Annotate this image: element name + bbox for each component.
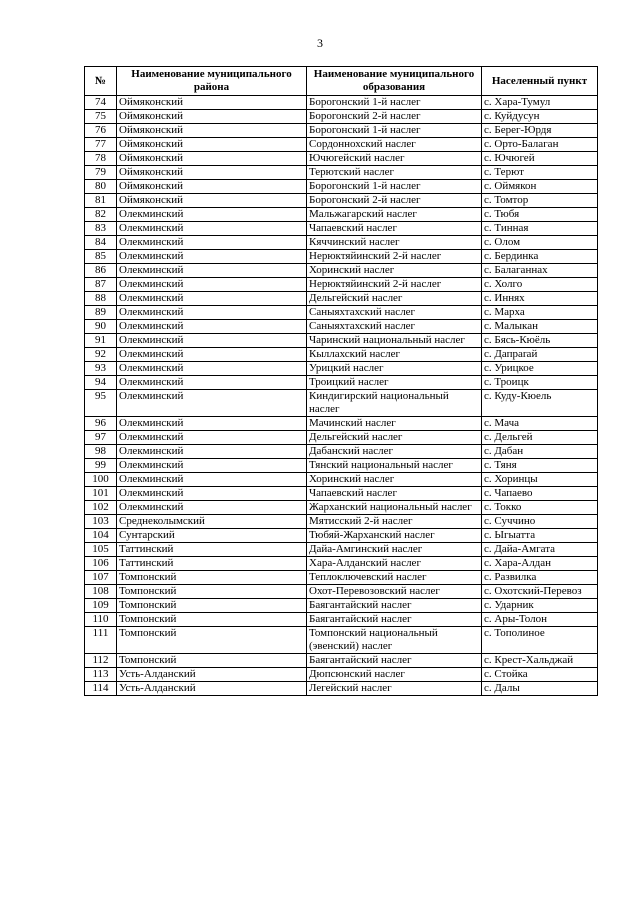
table-row (85, 473, 598, 487)
cell-formation: Нерюктяйинский 2-й наслег (307, 278, 482, 292)
cell-district: Томпонский (117, 654, 307, 668)
cell-formation: Кыллахский наслег (307, 348, 482, 362)
table-row (85, 599, 598, 613)
cell-district: Олекминский (117, 278, 307, 292)
cell-formation: Дельгейский наслег (307, 431, 482, 445)
cell-num: 88 (85, 292, 117, 306)
cell-formation: Мятисский 2-й наслег (307, 515, 482, 529)
cell-settlement: с. Хара-Алдан (482, 557, 598, 571)
table-row (85, 264, 598, 278)
cell-formation: Урицкий наслег (307, 362, 482, 376)
table-row (85, 543, 598, 557)
cell-num: 83 (85, 222, 117, 236)
cell-num: 96 (85, 417, 117, 431)
cell-formation: Дабанский наслег (307, 445, 482, 459)
cell-district: Олекминский (117, 348, 307, 362)
cell-settlement: с. Орто-Балаган (482, 138, 598, 152)
cell-settlement: с. Куйдусун (482, 110, 598, 124)
table-row (85, 236, 598, 250)
cell-num: 82 (85, 208, 117, 222)
cell-num: 89 (85, 306, 117, 320)
cell-district: Усть-Алданский (117, 668, 307, 682)
table-row (85, 194, 598, 208)
cell-district: Олекминский (117, 459, 307, 473)
table-row (85, 278, 598, 292)
cell-settlement: с. Марха (482, 306, 598, 320)
cell-district: Томпонский (117, 627, 307, 654)
cell-district: Олекминский (117, 264, 307, 278)
cell-num: 85 (85, 250, 117, 264)
cell-formation: Хоринский наслег (307, 264, 482, 278)
cell-settlement: с. Хара-Тумул (482, 96, 598, 110)
table-row (85, 515, 598, 529)
cell-num: 97 (85, 431, 117, 445)
cell-district: Таттинский (117, 543, 307, 557)
cell-formation: Мачинский наслег (307, 417, 482, 431)
cell-district: Олекминский (117, 334, 307, 348)
cell-settlement: с. Берег-Юрдя (482, 124, 598, 138)
cell-num: 99 (85, 459, 117, 473)
cell-settlement: с. Малыкан (482, 320, 598, 334)
cell-settlement: с. Урицкое (482, 362, 598, 376)
table-row (85, 627, 598, 654)
cell-formation: Саныяхтахский наслег (307, 306, 482, 320)
cell-district: Томпонский (117, 571, 307, 585)
cell-district: Олекминский (117, 320, 307, 334)
table-row (85, 668, 598, 682)
table-row (85, 487, 598, 501)
cell-num: 76 (85, 124, 117, 138)
cell-settlement: с. Тюбя (482, 208, 598, 222)
table-row (85, 292, 598, 306)
cell-formation: Борогонский 1-й наслег (307, 180, 482, 194)
cell-district: Оймяконский (117, 194, 307, 208)
cell-num: 78 (85, 152, 117, 166)
table-row (85, 557, 598, 571)
cell-settlement: с. Куду-Кюель (482, 390, 598, 417)
cell-district: Олекминский (117, 376, 307, 390)
cell-settlement: с. Суччино (482, 515, 598, 529)
table-row (85, 501, 598, 515)
cell-settlement: с. Терют (482, 166, 598, 180)
cell-formation: Теплоключевский наслег (307, 571, 482, 585)
cell-district: Оймяконский (117, 180, 307, 194)
cell-district: Оймяконский (117, 138, 307, 152)
cell-formation: Чаринский национальный наслег (307, 334, 482, 348)
table-row (85, 208, 598, 222)
cell-district: Оймяконский (117, 96, 307, 110)
cell-formation: Киндигирский национальный наслег (307, 390, 482, 417)
cell-num: 112 (85, 654, 117, 668)
cell-settlement: с. Балаганнах (482, 264, 598, 278)
cell-settlement: с. Ударник (482, 599, 598, 613)
cell-district: Олекминский (117, 417, 307, 431)
cell-formation: Мальжагарский наслег (307, 208, 482, 222)
cell-settlement: с. Ыгыатта (482, 529, 598, 543)
header-settlement: Населенный пункт (482, 67, 598, 96)
table-row (85, 376, 598, 390)
cell-formation: Троицкий наслег (307, 376, 482, 390)
cell-formation: Борогонский 1-й наслег (307, 96, 482, 110)
cell-formation: Жарханский национальный наслег (307, 501, 482, 515)
cell-settlement: с. Дапparaй (482, 348, 598, 362)
cell-num: 110 (85, 613, 117, 627)
table-row (85, 124, 598, 138)
cell-settlement: с. Тинная (482, 222, 598, 236)
table-body (85, 96, 598, 696)
cell-district: Олекминский (117, 487, 307, 501)
cell-settlement: с. Далы (482, 682, 598, 696)
cell-formation: Нерюктяйинский 2-й наслег (307, 250, 482, 264)
table-row (85, 682, 598, 696)
cell-formation: Саныяхтахский наслег (307, 320, 482, 334)
cell-formation: Борогонский 1-й наслег (307, 124, 482, 138)
cell-num: 100 (85, 473, 117, 487)
table-row (85, 390, 598, 417)
table-row (85, 180, 598, 194)
cell-settlement: с. Хоринцы (482, 473, 598, 487)
cell-formation: Дельгейский наслег (307, 292, 482, 306)
cell-num: 107 (85, 571, 117, 585)
cell-num: 79 (85, 166, 117, 180)
cell-district: Оймяконский (117, 166, 307, 180)
cell-settlement: с. Ючюгей (482, 152, 598, 166)
cell-settlement: с. Олом (482, 236, 598, 250)
cell-num: 109 (85, 599, 117, 613)
cell-num: 108 (85, 585, 117, 599)
cell-settlement: с. Бясь-Кюёль (482, 334, 598, 348)
table-header-row (85, 67, 598, 96)
table-row (85, 138, 598, 152)
cell-formation: Баягантайский наслег (307, 599, 482, 613)
cell-formation: Кяччинский наслег (307, 236, 482, 250)
cell-num: 86 (85, 264, 117, 278)
table-row (85, 222, 598, 236)
cell-num: 84 (85, 236, 117, 250)
cell-district: Олекминский (117, 208, 307, 222)
table-row (85, 152, 598, 166)
cell-formation: Дюпсюнский наслег (307, 668, 482, 682)
table-row (85, 348, 598, 362)
cell-district: Сунтарский (117, 529, 307, 543)
cell-num: 114 (85, 682, 117, 696)
cell-settlement: с. Развилка (482, 571, 598, 585)
cell-district: Олекминский (117, 445, 307, 459)
cell-formation: Томпонский национальный (эвенский) наслег (307, 627, 482, 654)
cell-settlement: с. Дельгей (482, 431, 598, 445)
table-row (85, 417, 598, 431)
cell-settlement: с. Тяня (482, 459, 598, 473)
cell-formation: Борогонский 2-й наслег (307, 110, 482, 124)
cell-district: Оймяконский (117, 110, 307, 124)
cell-num: 80 (85, 180, 117, 194)
cell-formation: Ючюгейский наслег (307, 152, 482, 166)
cell-formation: Хара-Алданский наслег (307, 557, 482, 571)
cell-num: 77 (85, 138, 117, 152)
cell-district: Томпонский (117, 585, 307, 599)
table-row (85, 362, 598, 376)
cell-district: Олекминский (117, 306, 307, 320)
cell-formation: Тянский национальный наслег (307, 459, 482, 473)
table-row (85, 585, 598, 599)
table-row (85, 613, 598, 627)
cell-formation: Хоринский наслег (307, 473, 482, 487)
cell-settlement: с. Тополиное (482, 627, 598, 654)
cell-settlement: с. Бердинка (482, 250, 598, 264)
cell-num: 95 (85, 390, 117, 417)
cell-settlement: с. Токко (482, 501, 598, 515)
cell-district: Олекминский (117, 390, 307, 417)
table-row (85, 445, 598, 459)
cell-formation: Охот-Перевозовский наслег (307, 585, 482, 599)
page-number: 3 (317, 36, 323, 50)
cell-num: 101 (85, 487, 117, 501)
cell-district: Томпонский (117, 613, 307, 627)
cell-district: Оймяконский (117, 124, 307, 138)
cell-district: Таттинский (117, 557, 307, 571)
cell-settlement: с. Дабан (482, 445, 598, 459)
cell-formation: Дайа-Амгинский наслег (307, 543, 482, 557)
cell-settlement: с. Мача (482, 417, 598, 431)
table-row (85, 529, 598, 543)
cell-formation: Баягантайский наслег (307, 613, 482, 627)
cell-district: Олекминский (117, 236, 307, 250)
cell-num: 106 (85, 557, 117, 571)
cell-num: 111 (85, 627, 117, 654)
cell-settlement: с. Дайа-Амгата (482, 543, 598, 557)
cell-num: 75 (85, 110, 117, 124)
table-row (85, 110, 598, 124)
cell-num: 91 (85, 334, 117, 348)
table-row (85, 306, 598, 320)
table-row (85, 334, 598, 348)
cell-formation: Борогонский 2-й наслег (307, 194, 482, 208)
cell-num: 104 (85, 529, 117, 543)
cell-settlement: с. Ары-Толон (482, 613, 598, 627)
cell-num: 94 (85, 376, 117, 390)
cell-formation: Баягантайский наслег (307, 654, 482, 668)
table-row (85, 459, 598, 473)
cell-num: 105 (85, 543, 117, 557)
cell-num: 81 (85, 194, 117, 208)
cell-settlement: с. Иннях (482, 292, 598, 306)
cell-num: 87 (85, 278, 117, 292)
cell-formation: Тюбяй-Жарханский наслег (307, 529, 482, 543)
cell-settlement: с. Холго (482, 278, 598, 292)
header-num: № (85, 67, 117, 96)
cell-district: Оймяконский (117, 152, 307, 166)
cell-num: 102 (85, 501, 117, 515)
header-district: Наименование муниципального района (117, 67, 307, 96)
cell-num: 90 (85, 320, 117, 334)
cell-num: 92 (85, 348, 117, 362)
cell-num: 74 (85, 96, 117, 110)
cell-district: Олекминский (117, 222, 307, 236)
table-row (85, 571, 598, 585)
header-formation: Наименование муниципального образования (307, 67, 482, 96)
cell-formation: Чапаевский наслег (307, 222, 482, 236)
cell-settlement: с. Томтор (482, 194, 598, 208)
cell-num: 113 (85, 668, 117, 682)
cell-district: Усть-Алданский (117, 682, 307, 696)
cell-district: Олекминский (117, 473, 307, 487)
cell-settlement: с. Троицк (482, 376, 598, 390)
cell-district: Олекминский (117, 292, 307, 306)
table-row (85, 96, 598, 110)
table-row (85, 166, 598, 180)
cell-num: 98 (85, 445, 117, 459)
cell-district: Олекминский (117, 431, 307, 445)
table-row (85, 431, 598, 445)
cell-num: 103 (85, 515, 117, 529)
cell-formation: Чапаевский наслег (307, 487, 482, 501)
cell-settlement: с. Стойка (482, 668, 598, 682)
cell-district: Среднеколымский (117, 515, 307, 529)
cell-num: 93 (85, 362, 117, 376)
cell-district: Олекминский (117, 501, 307, 515)
settlements-table (84, 66, 598, 696)
cell-formation: Легейский наслег (307, 682, 482, 696)
cell-district: Олекминский (117, 362, 307, 376)
table-row (85, 320, 598, 334)
table-row (85, 654, 598, 668)
cell-district: Олекминский (117, 250, 307, 264)
cell-settlement: с. Крест-Хальджай (482, 654, 598, 668)
cell-formation: Терютский наслег (307, 166, 482, 180)
cell-settlement: с. Оймякон (482, 180, 598, 194)
cell-settlement: с. Охотский-Перевоз (482, 585, 598, 599)
cell-formation: Сордоннохский наслег (307, 138, 482, 152)
cell-settlement: с. Чапаево (482, 487, 598, 501)
table-row (85, 250, 598, 264)
cell-district: Томпонский (117, 599, 307, 613)
